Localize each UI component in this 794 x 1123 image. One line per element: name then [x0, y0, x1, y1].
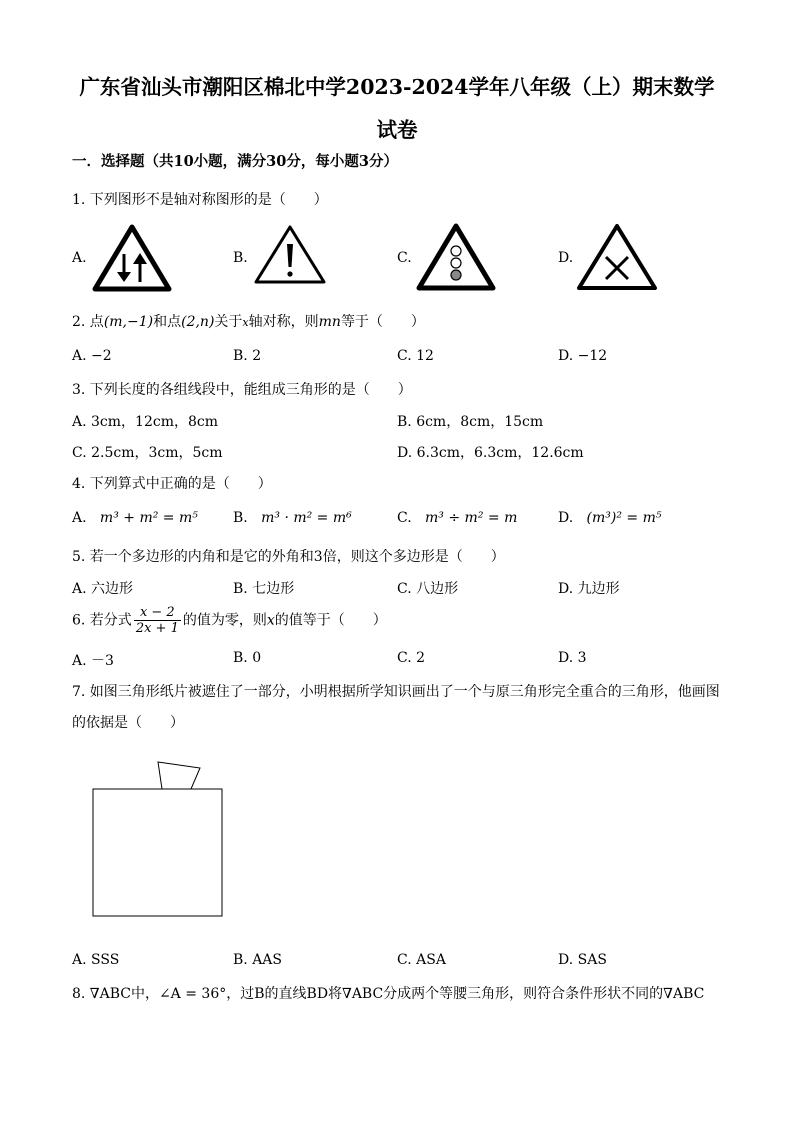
warning-traffic-light-sign-icon	[416, 223, 496, 291]
q1-label-c: C.	[397, 250, 412, 266]
q7-option-b: B. AAS	[233, 952, 282, 968]
question-7-line1: 7. 如图三角形纸片被遮住了一部分，小明根据所学知识画出了一个与原三角形完全重合的三角形，他画图	[72, 684, 720, 700]
q4-option-c: C. m³ ÷ m² = m	[397, 510, 518, 526]
q1-label-d: D.	[558, 250, 574, 266]
question-2-stem: 2. 点(m,−1)和点(2,n)关于x轴对称，则mn等于（ ）	[72, 314, 425, 330]
q4-option-b: B. m³ · m² = m⁶	[233, 510, 352, 526]
q4-option-d: D. (m³)² = m⁵	[558, 510, 662, 526]
point-m-neg1: (m,−1)	[103, 314, 154, 330]
warning-exclamation-sign-icon	[253, 224, 327, 286]
q1-label-a: A.	[72, 250, 87, 266]
question-8-stem: 8. ∇ABC中，∠A = 36°，过B的直线BD将∇ABC分成两个等腰三角形，则符合条件形状不同的∇ABC	[72, 986, 705, 1002]
q4-option-a: A. m³ + m² = m⁵	[72, 510, 198, 526]
q7-option-d: D. SAS	[558, 952, 607, 968]
q2-option-b: B. 2	[233, 348, 262, 364]
question-3-stem: 3. 下列长度的各组线段中，能组成三角形的是（ ）	[72, 382, 412, 398]
q3-option-a: A. 3cm，12cm，8cm	[72, 414, 218, 430]
q7-option-a: A. SSS	[72, 952, 120, 968]
q2-option-d: D. −12	[558, 348, 608, 364]
question-6-stem: 6. 若分式 $\frac{x - 2}{2x + 1}$ 的值为零，则x的值等于（ ）	[72, 605, 387, 636]
q7-option-c: C. ASA	[397, 952, 446, 968]
q3-option-c: C. 2.5cm，3cm，5cm	[72, 445, 223, 461]
warning-arrows-sign-icon	[92, 224, 172, 292]
covered-triangle-figure	[92, 758, 226, 920]
q5-option-a: A. 六边形	[72, 581, 134, 597]
q3-option-b: B. 6cm，8cm，15cm	[397, 414, 544, 430]
q1-label-b: B.	[233, 250, 248, 266]
warning-cross-sign-icon	[576, 223, 658, 291]
section-heading-choice: 一．选择题（共10小题，满分30分，每小题3分）	[72, 153, 398, 170]
q6-option-d: D. 3	[558, 650, 587, 666]
q6-option-a: A. －3	[72, 653, 114, 669]
point-2-n: (2,n)	[181, 314, 215, 330]
question-4-stem: 4. 下列算式中正确的是（ ）	[72, 476, 272, 492]
q5-option-c: C. 八边形	[397, 581, 459, 597]
question-7-line2: 的依据是（ ）	[72, 715, 184, 731]
fraction-x-minus-2-over-2x-plus-1: $\frac{x - 2}{2x + 1}$	[135, 605, 179, 636]
exam-title-line2: 试卷	[376, 118, 418, 142]
q3-option-d: D. 6.3cm，6.3cm，12.6cm	[397, 445, 584, 461]
question-1-stem: 1. 下列图形不是轴对称图形的是（ ）	[72, 192, 328, 208]
q5-option-d: D. 九边形	[558, 581, 620, 597]
q6-option-b: B. 0	[233, 650, 262, 666]
exam-title-line1: 广东省汕头市潮阳区棉北中学2023-2024学年八年级（上）期末数学	[79, 75, 715, 99]
q5-option-b: B. 七边形	[233, 581, 295, 597]
q2-option-a: A. −2	[72, 348, 112, 364]
q2-option-c: C. 12	[397, 348, 434, 364]
q6-option-c: C. 2	[397, 650, 426, 666]
question-5-stem: 5. 若一个多边形的内角和是它的外角和3倍，则这个多边形是（ ）	[72, 549, 505, 565]
